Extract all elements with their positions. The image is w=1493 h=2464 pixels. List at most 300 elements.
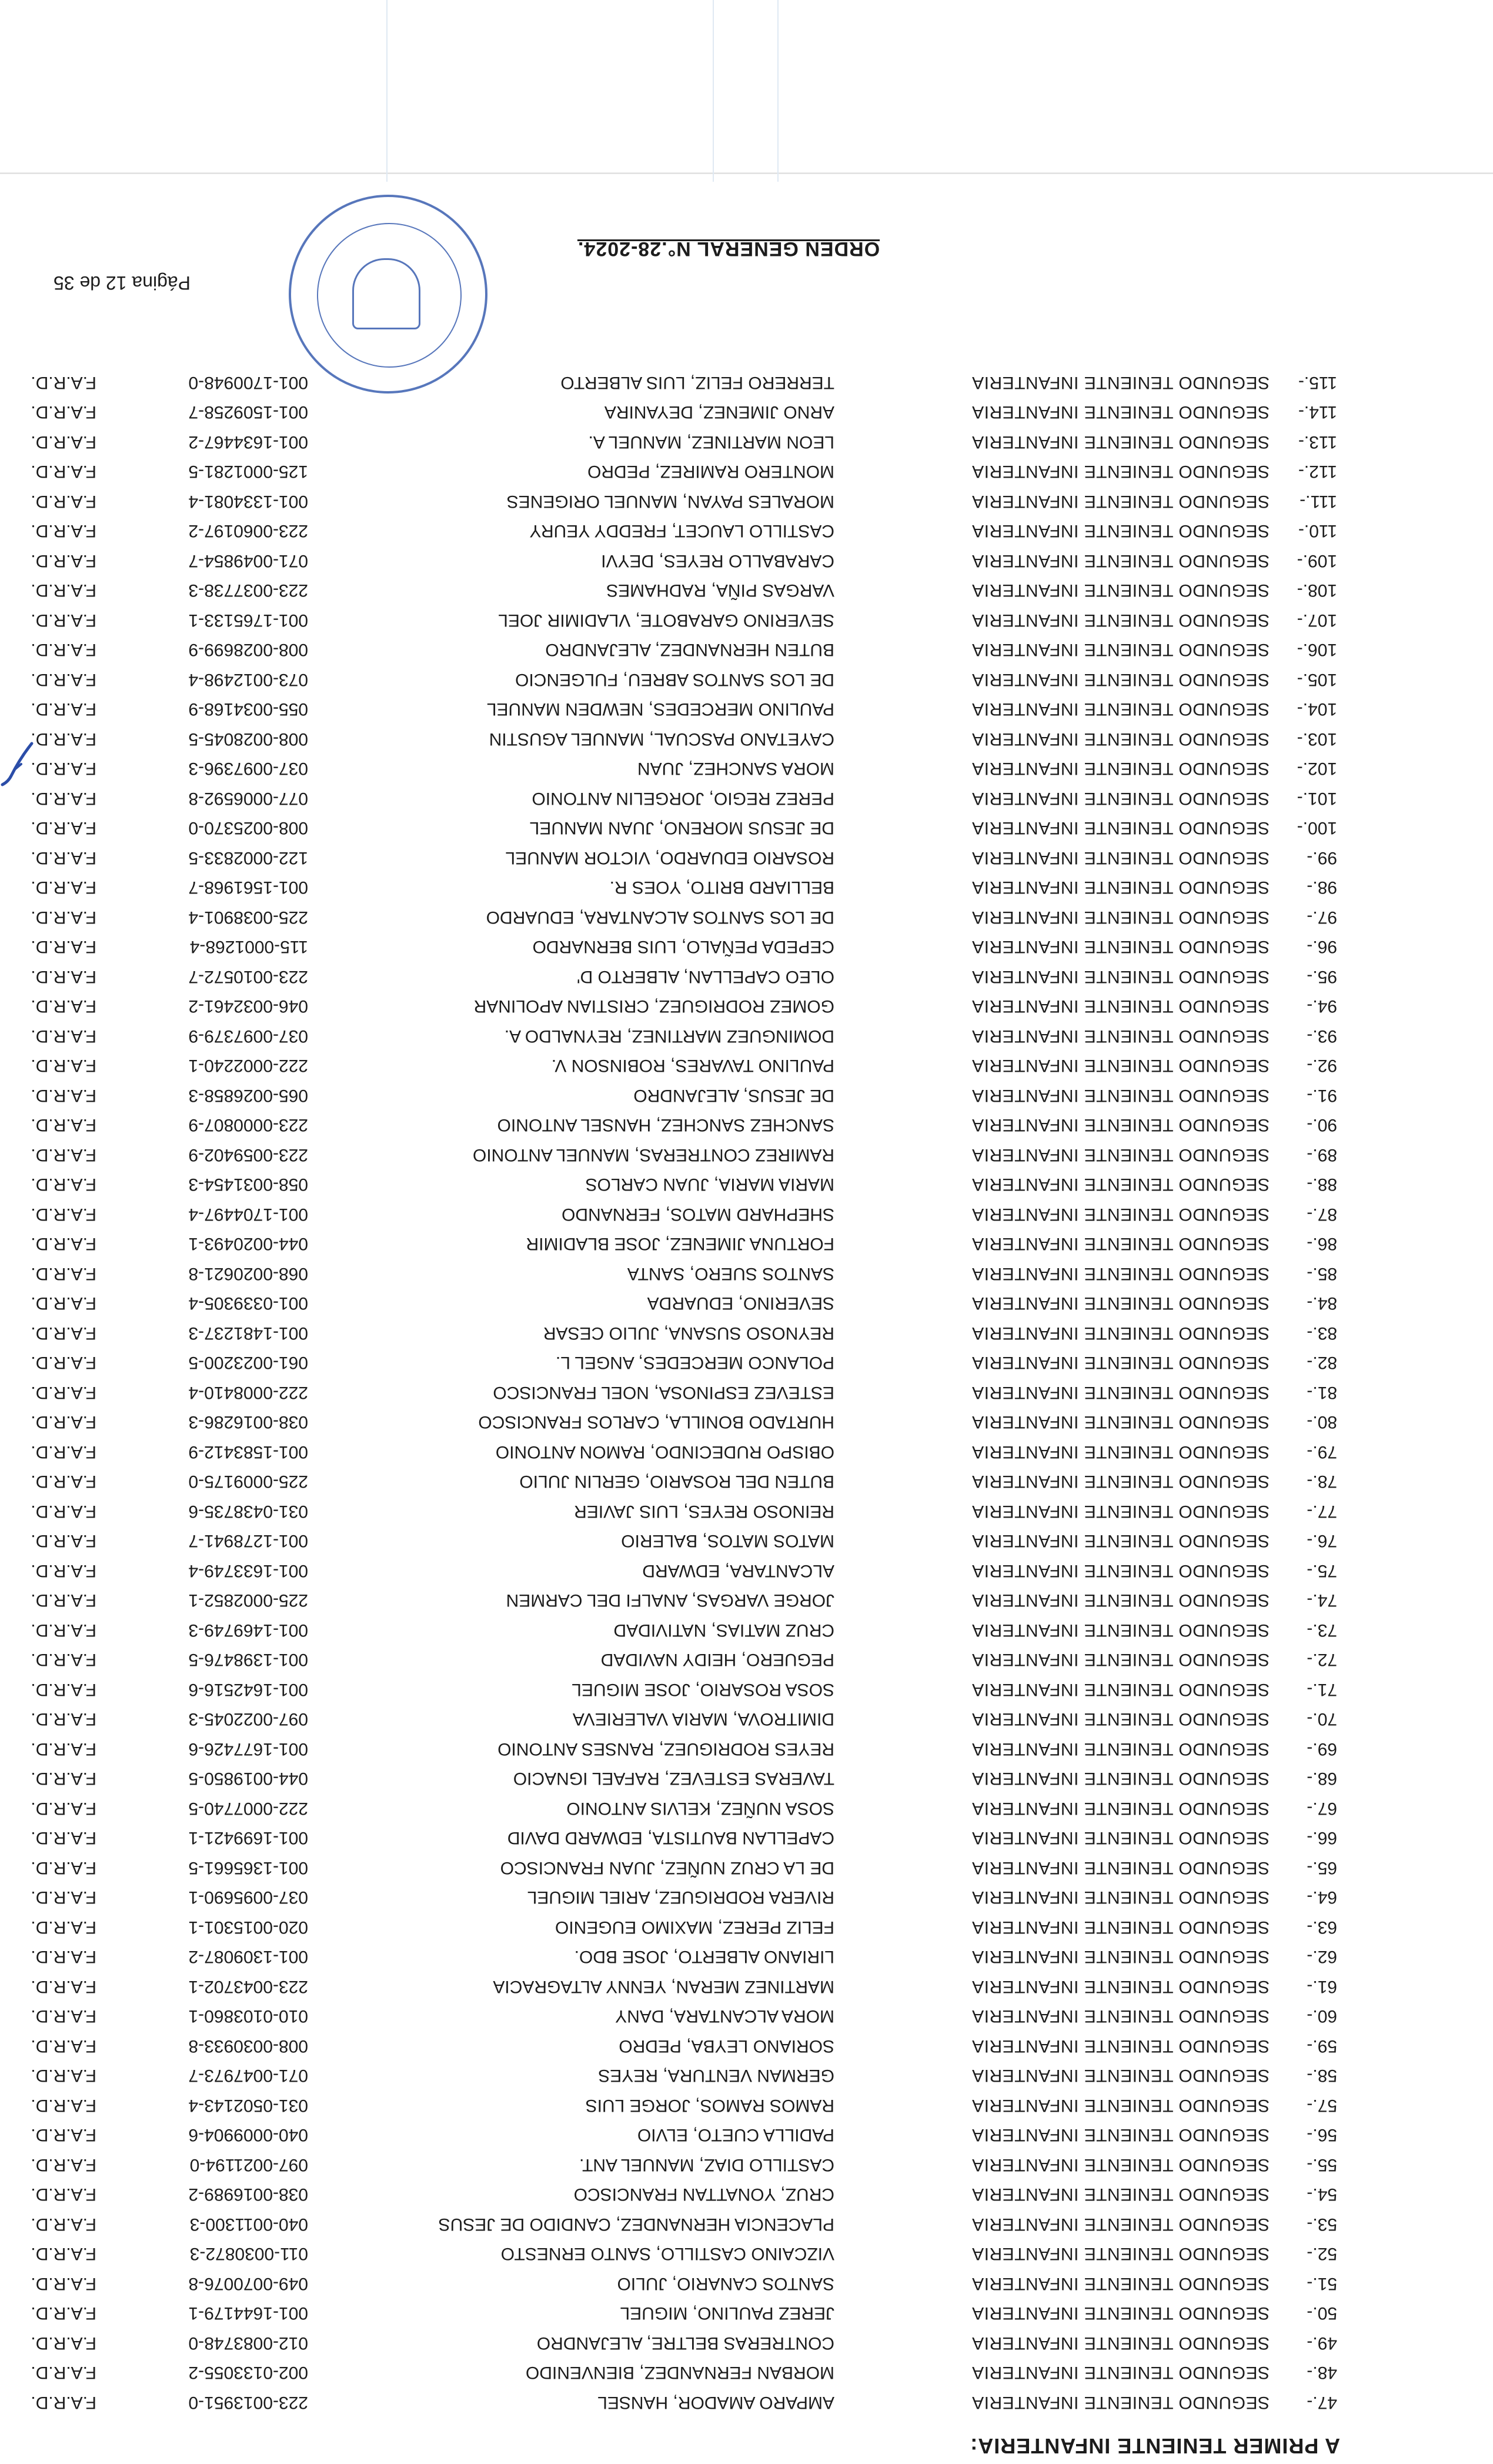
rank-cell: SEGUNDO TENIENTE INFANTERIA: [971, 1858, 1270, 1878]
roster-row: [0, 1373, 1493, 1402]
roster-row: [0, 986, 1493, 1016]
id-number-cell: 037-0095690-1: [188, 1888, 308, 1907]
rank-cell: SEGUNDO TENIENTE INFANTERIA: [971, 581, 1270, 600]
name-cell: CRUZ MATIAS, NATIVIDAD: [613, 1621, 834, 1640]
name-cell: DIMITROVA, MARIA VALERIEVA: [572, 1709, 834, 1729]
row-number: 107.-: [1297, 611, 1337, 630]
roster-row: [0, 2293, 1493, 2323]
branch-cell: F.A.R.D.: [31, 1115, 96, 1135]
rank-cell: SEGUNDO TENIENTE INFANTERIA: [971, 699, 1270, 719]
roster-row: [0, 2145, 1493, 2175]
id-number-cell: 044-0019850-5: [188, 1769, 308, 1788]
name-cell: VARGAS PIÑA, RADHAMES: [606, 581, 834, 600]
roster-row: [0, 482, 1493, 511]
row-number: 55.-: [1307, 2155, 1337, 2175]
id-number-cell: 037-0097396-3: [188, 759, 308, 778]
rank-cell: SEGUNDO TENIENTE INFANTERIA: [971, 2006, 1270, 2026]
roster-row: [0, 1818, 1493, 1848]
name-cell: SANTOS SUERO, SANTA: [627, 1264, 834, 1283]
branch-cell: F.A.R.D.: [31, 1472, 96, 1491]
official-stamp: [289, 195, 487, 394]
name-cell: GOMEZ RODRIGUEZ, CRISTIAN APOLINAR: [473, 996, 834, 1016]
id-number-cell: 001-1278941-7: [188, 1531, 308, 1551]
id-number-cell: 002-0133055-2: [188, 2363, 308, 2382]
row-number: 77.-: [1307, 1502, 1337, 1521]
id-number-cell: 046-0032461-2: [188, 996, 308, 1016]
rank-cell: SEGUNDO TENIENTE INFANTERIA: [971, 2096, 1270, 2115]
branch-cell: F.A.R.D.: [31, 492, 96, 511]
scan-fold-line: [0, 172, 1493, 174]
name-cell: MORA ALCANTARA, DANY: [615, 2006, 834, 2026]
roster-row: [0, 392, 1493, 422]
name-cell: SHEPHARD MATOS, FERNANDO: [562, 1205, 834, 1224]
name-cell: MORALES PAYAN, MANUEL ORIGENES: [506, 492, 834, 511]
rank-cell: SEGUNDO TENIENTE INFANTERIA: [971, 492, 1270, 511]
rank-cell: SEGUNDO TENIENTE INFANTERIA: [971, 878, 1270, 897]
roster-row: [0, 1729, 1493, 1759]
rank-cell: SEGUNDO TENIENTE INFANTERIA: [971, 759, 1270, 778]
roster-row: [0, 2056, 1493, 2085]
roster-row: [0, 422, 1493, 452]
branch-cell: F.A.R.D.: [31, 2096, 96, 2115]
name-cell: PAULINO MERCEDES, NEWDEN MANUEL: [486, 699, 834, 719]
branch-cell: F.A.R.D.: [31, 2006, 96, 2026]
branch-cell: F.A.R.D.: [31, 2244, 96, 2263]
roster-row: [0, 630, 1493, 659]
rank-cell: SEGUNDO TENIENTE INFANTERIA: [971, 1264, 1270, 1283]
id-number-cell: 225-0002852-1: [188, 1591, 308, 1610]
rank-cell: SEGUNDO TENIENTE INFANTERIA: [971, 2125, 1270, 2145]
name-cell: BUTEN DEL ROSARIO, GERLIN JULIO: [519, 1472, 834, 1491]
branch-cell: F.A.R.D.: [31, 670, 96, 689]
rank-cell: SEGUNDO TENIENTE INFANTERIA: [971, 1680, 1270, 1699]
id-number-cell: 038-0016989-2: [188, 2185, 308, 2204]
roster-row: [0, 601, 1493, 630]
rank-cell: SEGUNDO TENIENTE INFANTERIA: [971, 1205, 1270, 1224]
branch-cell: F.A.R.D.: [31, 1650, 96, 1669]
row-number: 57.-: [1307, 2096, 1337, 2115]
row-number: 79.-: [1307, 1442, 1337, 1462]
id-number-cell: 115-0001268-4: [189, 937, 308, 956]
roster-row: [0, 749, 1493, 778]
rank-cell: SEGUNDO TENIENTE INFANTERIA: [971, 1561, 1270, 1581]
id-number-cell: 001-1677426-6: [188, 1739, 308, 1759]
rank-cell: SEGUNDO TENIENTE INFANTERIA: [971, 908, 1270, 927]
row-number: 65.-: [1307, 1858, 1337, 1878]
name-cell: CONTRERAS BELTRE, ALEJANDRO: [536, 2333, 834, 2353]
branch-cell: F.A.R.D.: [31, 2274, 96, 2293]
rank-cell: SEGUNDO TENIENTE INFANTERIA: [971, 1026, 1270, 1046]
row-number: 73.-: [1307, 1621, 1337, 1640]
name-cell: MATOS MATOS, BALERIO: [621, 1531, 834, 1551]
rank-cell: SEGUNDO TENIENTE INFANTERIA: [971, 373, 1270, 392]
id-number-cell: 001-1334081-4: [188, 492, 308, 511]
rank-cell: SEGUNDO TENIENTE INFANTERIA: [971, 611, 1270, 630]
name-cell: FELIZ PEREZ, MAXIMO EUGENIO: [555, 1918, 834, 1937]
branch-cell: F.A.R.D.: [31, 2215, 96, 2234]
id-number-cell: 001-1509258-7: [188, 402, 308, 422]
branch-cell: F.A.R.D.: [31, 1531, 96, 1551]
rank-cell: SEGUNDO TENIENTE INFANTERIA: [971, 2066, 1270, 2085]
id-number-cell: 049-0070076-8: [188, 2274, 308, 2293]
rank-cell: SEGUNDO TENIENTE INFANTERIA: [971, 1145, 1270, 1165]
roster-row: [0, 1967, 1493, 1996]
row-number: 85.-: [1307, 1264, 1337, 1283]
name-cell: DE LOS SANTOS ABREU, FULGENCIO: [515, 670, 834, 689]
rank-cell: SEGUNDO TENIENTE INFANTERIA: [971, 1115, 1270, 1135]
name-cell: MORBAN FERNANDEZ, BIENVENIDO: [525, 2363, 834, 2382]
row-number: 68.-: [1307, 1769, 1337, 1788]
id-number-cell: 061-0023200-5: [188, 1353, 308, 1372]
name-cell: MONTERO RAMIREZ, PEDRO: [587, 462, 834, 481]
branch-cell: F.A.R.D.: [31, 2185, 96, 2204]
rank-cell: SEGUNDO TENIENTE INFANTERIA: [971, 1977, 1270, 1996]
name-cell: OBISPO RUDECINDO, RAMON ANTONIO: [495, 1442, 834, 1462]
name-cell: SORIANO LEYBA, PEDRO: [619, 2036, 834, 2056]
branch-cell: F.A.R.D.: [31, 1145, 96, 1165]
rank-cell: SEGUNDO TENIENTE INFANTERIA: [971, 848, 1270, 868]
branch-cell: F.A.R.D.: [31, 432, 96, 452]
row-number: 67.-: [1307, 1799, 1337, 1818]
name-cell: GERMAN VENTURA, REYES: [598, 2066, 834, 2085]
row-number: 91.-: [1307, 1086, 1337, 1105]
name-cell: PLACENCIA HERNANDEZ, CANDIDO DE JESUS: [438, 2215, 834, 2234]
row-number: 110.-: [1298, 521, 1337, 541]
roster-row: [0, 868, 1493, 897]
roster-row: [0, 1551, 1493, 1581]
rank-cell: SEGUNDO TENIENTE INFANTERIA: [971, 1918, 1270, 1937]
branch-cell: F.A.R.D.: [31, 1234, 96, 1253]
roster-row: [0, 1848, 1493, 1878]
row-number: 56.-: [1307, 2125, 1337, 2145]
id-number-cell: 001-1469749-3: [188, 1621, 308, 1640]
id-number-cell: 073-0012498-4: [188, 670, 308, 689]
rank-cell: SEGUNDO TENIENTE INFANTERIA: [971, 1650, 1270, 1669]
rank-cell: SEGUNDO TENIENTE INFANTERIA: [971, 462, 1270, 481]
branch-cell: F.A.R.D.: [31, 2303, 96, 2323]
id-number-cell: 065-0026858-3: [188, 1086, 308, 1105]
branch-cell: F.A.R.D.: [31, 462, 96, 481]
rank-cell: SEGUNDO TENIENTE INFANTERIA: [971, 1472, 1270, 1491]
branch-cell: F.A.R.D.: [31, 640, 96, 659]
scan-guide-line: [386, 0, 388, 182]
name-cell: FORTUNA JIMENEZ, JOSE BLADIMIR: [526, 1234, 834, 1253]
rank-cell: SEGUNDO TENIENTE INFANTERIA: [971, 1591, 1270, 1610]
id-number-cell: 040-0011300-3: [189, 2215, 308, 2234]
branch-cell: F.A.R.D.: [31, 848, 96, 868]
id-number-cell: 097-0022045-3: [188, 1709, 308, 1729]
branch-cell: F.A.R.D.: [31, 1918, 96, 1937]
rank-cell: SEGUNDO TENIENTE INFANTERIA: [971, 2185, 1270, 2204]
name-cell: CASTILLO LAUCET, FREDDY YEURY: [529, 521, 834, 541]
branch-cell: F.A.R.D.: [31, 937, 96, 956]
rank-cell: SEGUNDO TENIENTE INFANTERIA: [971, 1293, 1270, 1313]
roster-row: [0, 1016, 1493, 1046]
id-number-cell: 010-0103860-1: [188, 2006, 308, 2026]
id-number-cell: 222-0008410-4: [188, 1383, 308, 1402]
name-cell: SANTOS CANARIO, JULIO: [617, 2274, 834, 2293]
id-number-cell: 223-0043702-1: [188, 1977, 308, 1996]
rank-cell: SEGUNDO TENIENTE INFANTERIA: [971, 1828, 1270, 1848]
branch-cell: F.A.R.D.: [31, 2393, 96, 2412]
rank-cell: SEGUNDO TENIENTE INFANTERIA: [971, 1353, 1270, 1372]
branch-cell: F.A.R.D.: [31, 2363, 96, 2382]
row-number: 76.-: [1307, 1531, 1337, 1551]
id-number-cell: 001-1398476-5: [188, 1650, 308, 1669]
branch-cell: F.A.R.D.: [31, 1056, 96, 1075]
row-number: 111.-: [1300, 492, 1337, 511]
row-number: 114.-: [1298, 402, 1337, 422]
section-title: A PRIMER TENIENTE INFANTERIA:: [970, 2434, 1340, 2458]
rank-cell: SEGUNDO TENIENTE INFANTERIA: [971, 2244, 1270, 2263]
row-number: 108.-: [1297, 581, 1337, 600]
roster-row: [0, 1135, 1493, 1165]
name-cell: CASTILLO DIAZ, MANUEL ANT.: [579, 2155, 834, 2175]
name-cell: ROSARIO EDUARDO, VICTOR MANUEL: [505, 848, 834, 868]
name-cell: PAULINO TAVARES, ROBINSON V.: [551, 1056, 834, 1075]
branch-cell: F.A.R.D.: [31, 1680, 96, 1699]
id-number-cell: 001-1481237-3: [188, 1323, 308, 1343]
id-number-cell: 068-0020621-8: [188, 1264, 308, 1283]
branch-cell: F.A.R.D.: [31, 1858, 96, 1878]
row-number: 70.-: [1307, 1709, 1337, 1729]
roster-row: [0, 1254, 1493, 1283]
id-number-cell: 223-0060197-2: [188, 521, 308, 541]
roster-row: [0, 957, 1493, 986]
rank-cell: SEGUNDO TENIENTE INFANTERIA: [971, 1323, 1270, 1343]
roster-row: [0, 1670, 1493, 1699]
id-number-cell: 125-0001281-5: [188, 462, 308, 481]
rank-cell: SEGUNDO TENIENTE INFANTERIA: [971, 1442, 1270, 1462]
branch-cell: F.A.R.D.: [31, 759, 96, 778]
id-number-cell: 058-0031454-3: [188, 1175, 308, 1194]
row-number: 88.-: [1307, 1175, 1337, 1194]
row-number: 60.-: [1307, 2006, 1337, 2026]
branch-cell: F.A.R.D.: [31, 402, 96, 422]
row-number: 59.-: [1307, 2036, 1337, 2056]
branch-cell: F.A.R.D.: [31, 1799, 96, 1818]
name-cell: MARTINEZ MERAN, YENNY ALTAGRACIA: [493, 1977, 834, 1996]
scan-guide-line: [713, 0, 714, 182]
rank-cell: SEGUNDO TENIENTE INFANTERIA: [971, 1175, 1270, 1194]
name-cell: DE JESUS, ALEJANDRO: [633, 1086, 834, 1105]
rank-cell: SEGUNDO TENIENTE INFANTERIA: [971, 1383, 1270, 1402]
row-number: 84.-: [1307, 1293, 1337, 1313]
roster-row: [0, 1313, 1493, 1343]
roster-row: [0, 1996, 1493, 2026]
roster-row: [0, 1521, 1493, 1551]
id-number-cell: 222-0002240-1: [188, 1056, 308, 1075]
branch-cell: F.A.R.D.: [31, 1947, 96, 1966]
id-number-cell: 223-0000807-9: [188, 1115, 308, 1135]
id-number-cell: 223-0037738-3: [188, 581, 308, 600]
id-number-cell: 071-0047973-7: [188, 2066, 308, 2085]
branch-cell: F.A.R.D.: [31, 1205, 96, 1224]
roster-row: [0, 689, 1493, 719]
branch-cell: F.A.R.D.: [31, 373, 96, 392]
roster-row: [0, 779, 1493, 808]
roster-row: [0, 1759, 1493, 1788]
row-number: 52.-: [1307, 2244, 1337, 2263]
row-number: 103.-: [1297, 729, 1337, 749]
id-number-cell: 055-0034168-9: [188, 699, 308, 719]
branch-cell: F.A.R.D.: [31, 581, 96, 600]
roster-row: [0, 2234, 1493, 2263]
name-cell: AMPARO AMADOR, HANSEL: [597, 2393, 834, 2412]
roster-row: [0, 1165, 1493, 1194]
rank-cell: SEGUNDO TENIENTE INFANTERIA: [971, 1739, 1270, 1759]
check-mark-icon: [0, 735, 38, 788]
row-number: 82.-: [1307, 1353, 1337, 1372]
roster-row: [0, 2323, 1493, 2353]
branch-cell: F.A.R.D.: [31, 789, 96, 808]
row-number: 97.-: [1307, 908, 1337, 927]
roster-row: [0, 1195, 1493, 1224]
roster-row: [0, 2086, 1493, 2115]
row-number: 100.-: [1297, 818, 1337, 838]
row-number: 94.-: [1307, 996, 1337, 1016]
branch-cell: F.A.R.D.: [31, 2036, 96, 2056]
row-number: 96.-: [1307, 937, 1337, 956]
row-number: 78.-: [1307, 1472, 1337, 1491]
name-cell: SOSA ROSARIO, JOSE MIGUEL: [572, 1680, 834, 1699]
branch-cell: F.A.R.D.: [31, 1828, 96, 1848]
name-cell: VIZCAINO CASTILLO, SANTO ERNESTO: [500, 2244, 834, 2263]
id-number-cell: 001-1583412-9: [188, 1442, 308, 1462]
name-cell: DE LA CRUZ NUÑEZ, JUAN FRANCISCO: [500, 1858, 834, 1878]
row-number: 90.-: [1307, 1115, 1337, 1135]
row-number: 93.-: [1307, 1026, 1337, 1046]
name-cell: LIRIANO ALBERTO, JOSE BDO.: [574, 1947, 834, 1966]
branch-cell: F.A.R.D.: [31, 1383, 96, 1402]
row-number: 58.-: [1307, 2066, 1337, 2085]
name-cell: CAPELLAN BAUTISTA, EDWARD DAVID: [507, 1828, 834, 1848]
id-number-cell: 037-0097379-9: [188, 1026, 308, 1046]
roster-row: [0, 541, 1493, 571]
branch-cell: F.A.R.D.: [31, 2066, 96, 2085]
id-number-cell: 038-0016286-3: [188, 1412, 308, 1432]
scan-guide-line: [777, 0, 779, 182]
id-number-cell: 040-0009904-6: [188, 2125, 308, 2145]
row-number: 105.-: [1297, 670, 1337, 689]
rank-cell: SEGUNDO TENIENTE INFANTERIA: [971, 2303, 1270, 2323]
row-number: 99.-: [1307, 848, 1337, 868]
name-cell: RAMIREZ CONTRERAS, MANUEL ANTONIO: [472, 1145, 834, 1165]
branch-cell: F.A.R.D.: [31, 1264, 96, 1283]
rank-cell: SEGUNDO TENIENTE INFANTERIA: [971, 967, 1270, 986]
branch-cell: F.A.R.D.: [31, 2333, 96, 2353]
branch-cell: F.A.R.D.: [31, 2155, 96, 2175]
row-number: 81.-: [1307, 1383, 1337, 1402]
branch-cell: F.A.R.D.: [31, 521, 96, 541]
name-cell: ESTEVEZ ESPINOSA, NOEL FRANCISCO: [493, 1383, 834, 1402]
row-number: 49.-: [1307, 2333, 1337, 2353]
row-number: 80.-: [1307, 1412, 1337, 1432]
roster-row: [0, 719, 1493, 749]
page-title: ORDEN GENERAL N°.28-2024.: [577, 238, 880, 260]
branch-cell: F.A.R.D.: [31, 996, 96, 1016]
id-number-cell: 001-0339305-4: [188, 1293, 308, 1313]
name-cell: BELLIARD BRITO, YOES R.: [609, 878, 834, 897]
row-number: 83.-: [1307, 1323, 1337, 1343]
roster-row: [0, 1581, 1493, 1610]
row-number: 101.-: [1297, 789, 1337, 808]
id-number-cell: 225-0038901-4: [188, 908, 308, 927]
rank-cell: SEGUNDO TENIENTE INFANTERIA: [971, 1947, 1270, 1966]
name-cell: RIVERA RODRIGUEZ, ARIEL MIGUEL: [527, 1888, 834, 1907]
rank-cell: SEGUNDO TENIENTE INFANTERIA: [971, 670, 1270, 689]
name-cell: PEGUERO, HEIDY NAVIDAD: [600, 1650, 834, 1669]
name-cell: ALCANTARA, EDWARD: [642, 1561, 834, 1581]
roster-row: [0, 1224, 1493, 1253]
row-number: 63.-: [1307, 1918, 1337, 1937]
row-number: 66.-: [1307, 1828, 1337, 1848]
id-number-cell: 012-0083748-0: [188, 2333, 308, 2353]
name-cell: DE LOS SANTOS ALCANTARA, EDUARDO: [486, 908, 834, 927]
id-number-cell: 001-1765133-1: [188, 611, 308, 630]
rank-cell: SEGUNDO TENIENTE INFANTERIA: [971, 1056, 1270, 1075]
rank-cell: SEGUNDO TENIENTE INFANTERIA: [971, 551, 1270, 571]
id-number-cell: 097-0021194-0: [189, 2155, 308, 2175]
id-number-cell: 044-0020493-1: [188, 1234, 308, 1253]
id-number-cell: 008-0030933-8: [188, 2036, 308, 2056]
rank-cell: SEGUNDO TENIENTE INFANTERIA: [971, 789, 1270, 808]
name-cell: TAVERAS ESTEVEZ, RAFAEL IGNACIO: [513, 1769, 834, 1788]
rank-cell: SEGUNDO TENIENTE INFANTERIA: [971, 937, 1270, 956]
id-number-cell: 011-0030872-3: [189, 2244, 308, 2263]
id-number-cell: 122-0002833-5: [188, 848, 308, 868]
name-cell: POLANCO MERCEDES, ANGEL L.: [555, 1353, 834, 1372]
id-number-cell: 223-0010572-7: [188, 967, 308, 986]
id-number-cell: 222-0007740-5: [188, 1799, 308, 1818]
row-number: 86.-: [1307, 1234, 1337, 1253]
rank-cell: SEGUNDO TENIENTE INFANTERIA: [971, 1086, 1270, 1105]
branch-cell: F.A.R.D.: [31, 1591, 96, 1610]
rank-cell: SEGUNDO TENIENTE INFANTERIA: [971, 640, 1270, 659]
name-cell: LEON MARTINEZ, MANUEL A.: [588, 432, 834, 452]
row-number: 64.-: [1307, 1888, 1337, 1907]
roster-row: [0, 2205, 1493, 2234]
branch-cell: F.A.R.D.: [31, 1739, 96, 1759]
row-number: 102.-: [1297, 759, 1337, 778]
name-cell: CAYETANO PASCUAL, MANUEL AGUSTIN: [489, 729, 834, 749]
branch-cell: F.A.R.D.: [31, 967, 96, 986]
roster-row: [0, 2383, 1493, 2412]
roster-row: [0, 1105, 1493, 1135]
branch-cell: F.A.R.D.: [31, 1175, 96, 1194]
rank-cell: SEGUNDO TENIENTE INFANTERIA: [971, 1234, 1270, 1253]
roster-row: [0, 660, 1493, 689]
name-cell: CRUZ, YONATTAN FRANCISCO: [573, 2185, 834, 2204]
rank-cell: SEGUNDO TENIENTE INFANTERIA: [971, 2393, 1270, 2412]
id-number-cell: 001-1642516-6: [188, 1680, 308, 1699]
branch-cell: F.A.R.D.: [31, 1412, 96, 1432]
rank-cell: SEGUNDO TENIENTE INFANTERIA: [971, 521, 1270, 541]
branch-cell: F.A.R.D.: [31, 1888, 96, 1907]
roster-row: [0, 571, 1493, 600]
branch-cell: F.A.R.D.: [31, 1621, 96, 1640]
roster-row: [0, 2175, 1493, 2204]
branch-cell: F.A.R.D.: [31, 699, 96, 719]
row-number: 47.-: [1307, 2393, 1337, 2412]
rank-cell: SEGUNDO TENIENTE INFANTERIA: [971, 1769, 1270, 1788]
row-number: 87.-: [1307, 1205, 1337, 1224]
roster-row: [0, 927, 1493, 956]
roster-row: [0, 1462, 1493, 1491]
row-number: 115.-: [1298, 373, 1337, 392]
rank-cell: SEGUNDO TENIENTE INFANTERIA: [971, 1412, 1270, 1432]
name-cell: CARABALLO REYES, DEYVI: [601, 551, 834, 571]
